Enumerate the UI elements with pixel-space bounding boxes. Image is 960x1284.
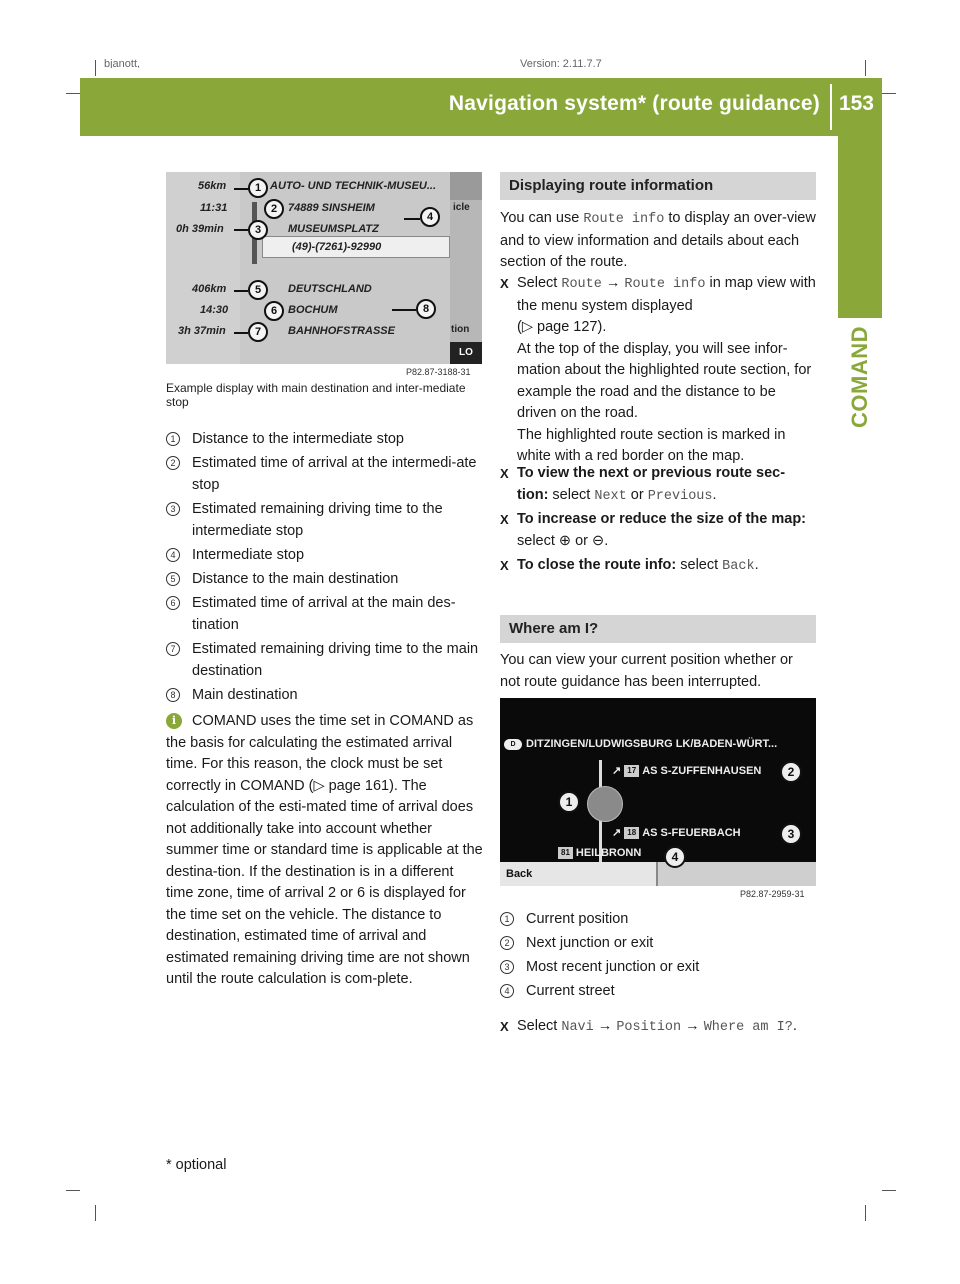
item-number: 7 <box>166 642 180 656</box>
callout-1: 1 <box>248 178 268 198</box>
step-text: The highlighted route section is marked in white with a red border on the map. <box>517 426 786 464</box>
map-text-bottom: tion <box>451 324 470 335</box>
step-text: select <box>676 557 723 573</box>
step-lead: To view the next or previous route sec-tion: <box>517 465 786 503</box>
exit-name: AS S-FEUERBACH <box>642 827 741 839</box>
list-item <box>500 932 816 954</box>
crop-mark <box>95 60 96 76</box>
menu-back: Back <box>722 559 755 574</box>
menu-route: Route <box>561 277 602 292</box>
step <box>500 273 816 468</box>
item-text: Estimated remaining driving time to the intermediate stop <box>192 501 443 539</box>
section-heading-where-am-i: Where am I? <box>500 615 816 643</box>
figure-code: P82.87-3188-31 <box>406 367 471 377</box>
crop-mark <box>882 93 896 94</box>
intro-a: You can use <box>500 210 584 226</box>
step-text: Select <box>517 1018 562 1034</box>
row-remaining: 0h 39min <box>176 223 224 235</box>
route-info-screenshot <box>166 172 482 364</box>
info-text <box>166 711 484 991</box>
menu-previous: Previous <box>647 488 713 504</box>
menu-where-am-i: Where am I? <box>703 1020 793 1035</box>
step-text: in map view with the menu system displayed <box>517 275 816 314</box>
header-divider <box>830 84 832 130</box>
item-number: 5 <box>166 572 180 586</box>
step <box>500 555 816 578</box>
list-item <box>166 638 484 682</box>
step-zoom <box>500 509 816 552</box>
list-item <box>500 908 816 930</box>
ref-2: 2 <box>327 885 337 901</box>
step-text: or <box>571 532 593 549</box>
step-marker-icon: X <box>500 466 509 481</box>
info-p3: is displayed for the time set on the vehicle. The distance to destination, estimated time of arrival and estimated remaining driving time are not shown until the route calculation is com-plete. <box>166 885 470 987</box>
footnote: * optional <box>166 1157 227 1173</box>
step-marker-icon: X <box>500 558 509 573</box>
intro-code: Route info <box>583 212 665 227</box>
item-text: Current position <box>526 911 629 927</box>
print-meta-center: Version: 2.11.7.7 <box>520 58 602 68</box>
callout-4: 4 <box>664 846 686 868</box>
step-text: or <box>626 486 648 503</box>
map-lo-label: LO <box>450 342 482 364</box>
exit-name: AS S-ZUFFENHAUSEN <box>642 765 762 777</box>
info-p2: (▷ page 161). The calculation of the esti-mated time of arrival does not additionally take into account whether summer time or standard time is applicable at the destina-tion. If the destination is in a different time zone, time of arrival <box>166 777 483 901</box>
step <box>500 1016 816 1039</box>
dest-country: DEUTSCHLAND <box>288 283 372 295</box>
item-text: Main destination <box>192 687 298 703</box>
step-text: select <box>517 532 559 549</box>
next-exit: ↗ 17 AS S-ZUFFENHAUSEN <box>612 765 762 777</box>
current-street <box>558 847 641 859</box>
item-text: Current street <box>526 983 615 999</box>
callout-3: 3 <box>248 220 268 240</box>
info-note <box>166 711 484 991</box>
list-item <box>166 544 484 566</box>
side-tab-block <box>838 136 882 318</box>
section-heading-route-info: Displaying route information <box>500 172 816 200</box>
intro-b: to display an over-view and to view information and details about each section of the route. <box>500 210 816 270</box>
info-p1: COMAND uses the time set in COMAND as the basis for calculating the estimated arrival time. For this reason, the clock must be set correctly in COMAND <box>166 713 474 794</box>
item-number: 1 <box>166 432 180 446</box>
arrow-icon: → <box>685 1018 700 1034</box>
item-text: Estimated time of arrival at the main des-tination <box>192 595 456 633</box>
legend-list <box>166 428 484 708</box>
side-tab-label: COMAND <box>847 326 872 428</box>
item-number: 3 <box>166 502 180 516</box>
section1-intro <box>500 208 816 274</box>
arrow-icon: → <box>597 1018 613 1034</box>
region-line <box>504 738 777 750</box>
item-number: 6 <box>166 596 180 610</box>
back-button[interactable]: Back <box>500 862 658 886</box>
item-text: Intermediate stop <box>192 547 305 563</box>
where-am-i-screenshot <box>500 698 816 886</box>
exit-number: 17 <box>624 765 639 777</box>
row-main-distance: 406km <box>192 283 227 295</box>
list-item <box>166 428 484 450</box>
step-next-previous <box>500 463 816 507</box>
step-text: . <box>712 486 717 503</box>
dest-city: BOCHUM <box>288 304 338 316</box>
stop-city: 74889 SINSHEIM <box>288 202 375 214</box>
list-item <box>166 684 484 706</box>
list-item <box>166 592 484 636</box>
callout-2: 2 <box>780 761 802 783</box>
legend-list <box>500 908 816 1004</box>
step-text: At the top of the display, you will see infor-mation about the highlighted route section, for example the road and the distance to be driven on the road. <box>517 340 812 421</box>
row-arrival: 11:31 <box>200 202 228 214</box>
step-marker-icon: X <box>500 1019 509 1034</box>
list-item <box>166 568 484 590</box>
crop-mark <box>865 1205 866 1221</box>
map-text-top: icle <box>453 202 470 213</box>
row-main-arrival: 14:30 <box>200 304 229 316</box>
step-marker-icon: X <box>500 276 509 291</box>
crop-mark <box>865 60 866 76</box>
item-number: 1 <box>500 912 514 926</box>
zoom-in-icon: ⊕ <box>558 532 572 549</box>
position-icon <box>587 786 623 822</box>
crop-mark <box>95 1205 96 1221</box>
street-name: HEILBRONN <box>575 847 642 859</box>
country-badge: D <box>504 739 522 750</box>
list-item <box>166 452 484 496</box>
item-text: Distance to the main destination <box>192 571 399 587</box>
stop-street: MUSEUMSPLATZ <box>288 223 379 235</box>
region-text: DITZINGEN/LUDWIGSBURG LK/BADEN-WÜRT... <box>526 738 778 750</box>
item-number: 2 <box>500 936 514 950</box>
info-or: or <box>336 885 358 901</box>
page-title: Navigation system* (route guidance) <box>448 92 820 115</box>
row-distance: 56km <box>198 180 227 192</box>
previous-exit: ↗ 18 AS S-FEUERBACH <box>612 827 741 839</box>
callout-line <box>234 229 248 231</box>
callout-5: 5 <box>248 280 268 300</box>
callout-line <box>234 332 248 334</box>
zoom-out-icon: ⊖ <box>592 532 605 549</box>
stop-phone: (49)-(7261)-92990 <box>292 241 382 253</box>
callout-2: 2 <box>264 199 284 219</box>
info-icon: i <box>166 713 182 729</box>
step-text: . <box>604 532 609 549</box>
callout-6: 6 <box>264 301 284 321</box>
map-area <box>450 200 482 344</box>
callout-line <box>234 290 248 292</box>
step-text: . <box>792 1018 797 1034</box>
step-lead: To increase or reduce the size of the map: <box>517 511 807 527</box>
ref-6: 6 <box>357 885 366 901</box>
section2-intro: You can view your current position whether or not route guidance has been interrupted. <box>500 652 793 690</box>
step-select-route-info <box>500 273 816 468</box>
step <box>500 463 816 507</box>
item-number: 2 <box>166 456 180 470</box>
row-main-remaining: 3h 37min <box>178 325 226 337</box>
crop-mark <box>882 1190 896 1191</box>
step-text: . <box>754 557 759 573</box>
list-item <box>166 498 484 542</box>
menu-route-info: Route info <box>624 277 706 292</box>
step <box>500 509 816 552</box>
crop-mark <box>66 1190 80 1191</box>
dest-street: BAHNHOFSTRASSE <box>288 325 395 337</box>
list-item <box>500 980 816 1002</box>
step-select-where-am-i <box>500 1016 816 1039</box>
step-lead: To close the route info: <box>517 557 677 573</box>
item-number: 4 <box>500 984 514 998</box>
side-tab <box>838 322 882 432</box>
step-text: Select <box>517 275 562 291</box>
crop-mark <box>66 93 80 94</box>
print-meta-left: bjanott, <box>104 58 141 68</box>
item-number: 3 <box>500 960 514 974</box>
callout-3: 3 <box>780 823 802 845</box>
page-header <box>80 78 882 136</box>
item-number: 4 <box>166 548 180 562</box>
menu-navi: Navi <box>561 1020 594 1035</box>
list-item <box>500 956 816 978</box>
menu-next: Next <box>594 488 627 504</box>
item-text: Next junction or exit <box>526 935 654 951</box>
callout-7: 7 <box>248 322 268 342</box>
item-text: Distance to the intermediate stop <box>192 431 404 447</box>
step-marker-icon: X <box>500 512 509 527</box>
callout-1: 1 <box>558 791 580 813</box>
page-number: 153 <box>838 92 874 115</box>
callout-8: 8 <box>416 299 436 319</box>
road-number: 81 <box>558 847 573 859</box>
callout-line <box>404 218 420 220</box>
arrow-icon: → <box>605 275 621 291</box>
item-text: Estimated remaining driving time to the main destination <box>192 641 479 679</box>
item-text: Estimated time of arrival at the intermedi-ate stop <box>192 455 477 493</box>
stop-name: AUTO- UND TECHNIK-MUSEU... <box>270 180 437 192</box>
item-text: Most recent junction or exit <box>526 959 700 975</box>
item-number: 8 <box>166 688 180 702</box>
step-text: select <box>548 486 595 503</box>
menu-position: Position <box>616 1020 682 1035</box>
callout-4: 4 <box>420 207 440 227</box>
figure-caption: Example display with main destination and inter-mediate stop <box>166 381 466 409</box>
exit-number: 18 <box>624 827 639 839</box>
page-ref: (▷ page 127). <box>517 319 607 335</box>
callout-line <box>392 309 416 311</box>
step-close-route-info <box>500 555 816 578</box>
figure-code: P82.87-2959-31 <box>740 889 805 899</box>
